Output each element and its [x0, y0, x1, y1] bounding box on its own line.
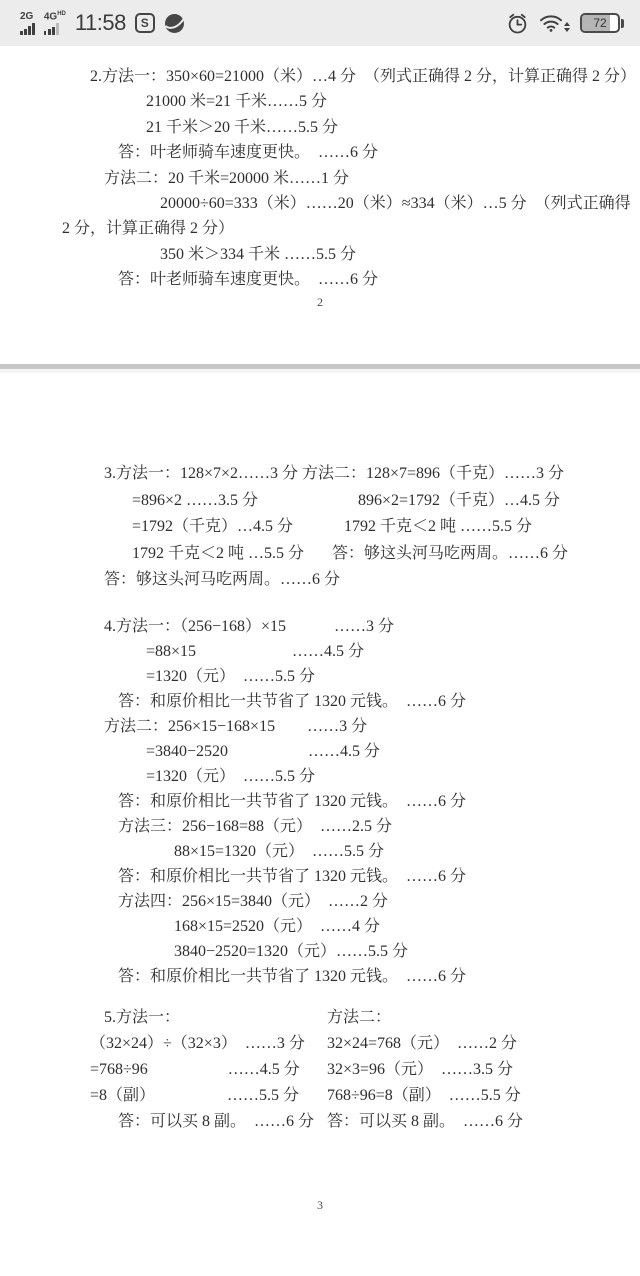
- signal-bars-icon: [20, 23, 35, 35]
- doc-line: =88×15 ……4.5 分: [146, 642, 365, 660]
- doc-line: 168×15=2520（元） ……4 分: [174, 917, 381, 935]
- doc-line: 21000 米=21 千米……5 分: [146, 93, 328, 111]
- doc-line: 5.方法一：: [104, 1008, 181, 1026]
- doc-line: 方法四：256×15=3840（元） ……2 分: [118, 892, 389, 910]
- doc-row: [62, 488, 626, 515]
- doc-line: 20000÷60=333（米）……20（米）≈334（米）…5 分 （列式正确得: [160, 195, 631, 213]
- doc-line: 32×3=96（元） ……3.5 分: [327, 1060, 514, 1078]
- doc-line: 768÷96=8（副） ……5.5 分: [327, 1086, 521, 1104]
- document-page-3: [0, 373, 640, 1263]
- doc-line: 方法三：256−168=88（元） ……2.5 分: [118, 817, 393, 835]
- problem-3-section: [62, 461, 626, 594]
- doc-row: [62, 567, 626, 594]
- doc-line: 答：够这头河马吃两周。……6 分: [104, 571, 341, 588]
- problem-4-section: [62, 614, 626, 989]
- doc-line: =1320（元） ……5.5 分: [146, 667, 316, 685]
- network-activity-arrows-icon: [564, 22, 570, 32]
- doc-line: 答：够这头河马吃两周。……6 分: [332, 544, 569, 562]
- doc-line: 2.方法一：350×60=21000（米）…4 分 （列式正确得 2 分，计算正确得 2 分）: [90, 68, 637, 85]
- doc-line: 答：和原价相比一共节省了 1320 元钱。 ……6 分: [118, 792, 467, 810]
- doc-line: 3.方法一：128×7×2……3 分: [104, 465, 299, 482]
- wifi-icon: [539, 13, 570, 33]
- doc-row: [62, 541, 626, 568]
- page-number: 2: [317, 294, 323, 309]
- doc-line: 方法二：: [327, 1008, 392, 1026]
- signal-label-4g: $4G^{HD}$: [43, 10, 66, 23]
- doc-line: 方法二：128×7=896（千克）……3 分: [302, 465, 565, 482]
- doc-line: =896×2 ……3.5 分: [132, 491, 259, 509]
- browser-planet-icon: [164, 13, 185, 34]
- doc-line: 1792 千克＜2 吨 …5.5 分: [132, 544, 305, 562]
- doc-row: [62, 514, 626, 541]
- doc-line: 32×24=768（元） ……2 分: [327, 1034, 518, 1052]
- doc-line: 方法二：20 千米=20000 米……1 分: [104, 169, 350, 187]
- page-2-lines: [62, 64, 637, 293]
- page-gap-divider: [0, 364, 640, 373]
- doc-line: 方法二：256×15−168×15 ……3 分: [104, 717, 368, 735]
- doc-line: 1792 千克＜2 吨 ……5.5 分: [344, 518, 533, 535]
- doc-row: [62, 1031, 626, 1057]
- doc-line: 答：叶老师骑车速度更快。 ……6 分: [118, 144, 379, 162]
- doc-line: 350 米＞334 千米 ……5.5 分: [160, 245, 357, 263]
- doc-line: =1320（元） ……5.5 分: [146, 767, 316, 785]
- document-viewer[interactable]: [0, 46, 640, 1263]
- doc-line: 答：叶老师骑车速度更快。 ……6 分: [118, 271, 379, 289]
- doc-line: =3840−2520 ……4.5 分: [146, 742, 381, 760]
- signal-indicator-2g: [20, 12, 35, 35]
- doc-row: [62, 461, 626, 488]
- signal-bars-icon: [44, 23, 59, 35]
- doc-line: 896×2=1792（千克）…4.5 分: [358, 491, 561, 509]
- doc-line: 答：可以买 8 副。 ……6 分: [327, 1112, 524, 1130]
- page-number: 3: [317, 1197, 323, 1212]
- status-left-cluster: [20, 10, 185, 36]
- status-right-cluster: [506, 12, 624, 35]
- signal-label-2g: 2G: [20, 10, 34, 22]
- doc-line: 4.方法一：（256−168）×15 ……3 分: [104, 617, 395, 635]
- doc-row: [62, 1083, 626, 1109]
- doc-line: 21 千米＞20 千米……5.5 分: [146, 118, 339, 136]
- doc-row: [62, 1005, 626, 1031]
- clock-time: 11:58: [74, 10, 126, 35]
- doc-line: =768÷96 ……4.5 分: [90, 1060, 300, 1078]
- doc-line: =8（副） ……5.5 分: [90, 1086, 300, 1104]
- doc-line: 答：和原价相比一共节省了 1320 元钱。 ……6 分: [118, 867, 467, 885]
- doc-line: =1792（千克）…4.5 分: [132, 518, 294, 535]
- screenshot-app-icon: S: [135, 13, 155, 33]
- doc-line: 88×15=1320（元） ……5.5 分: [174, 842, 385, 860]
- status-bar: [0, 0, 640, 46]
- problem-5-section: [62, 1005, 626, 1135]
- doc-row: [62, 1109, 626, 1135]
- battery-percent: 72: [593, 16, 607, 30]
- doc-line: 3840−2520=1320（元）……5.5 分: [174, 942, 409, 960]
- doc-line: 答：和原价相比一共节省了 1320 元钱。 ……6 分: [118, 692, 467, 710]
- doc-row: [62, 1057, 626, 1083]
- doc-line: （32×24）÷（32×3） ……3 分: [90, 1034, 305, 1052]
- document-page-2: [0, 46, 640, 364]
- signal-indicator-4g: [44, 11, 66, 35]
- battery-icon: [580, 13, 624, 33]
- alarm-icon: [506, 12, 529, 35]
- doc-line: 答：可以买 8 副。 ……6 分: [118, 1112, 315, 1130]
- doc-line: 2 分，计算正确得 2 分）: [62, 220, 235, 238]
- doc-line: 答：和原价相比一共节省了 1320 元钱。 ……6 分: [118, 967, 467, 985]
- hd-badge: HD: [57, 10, 66, 17]
